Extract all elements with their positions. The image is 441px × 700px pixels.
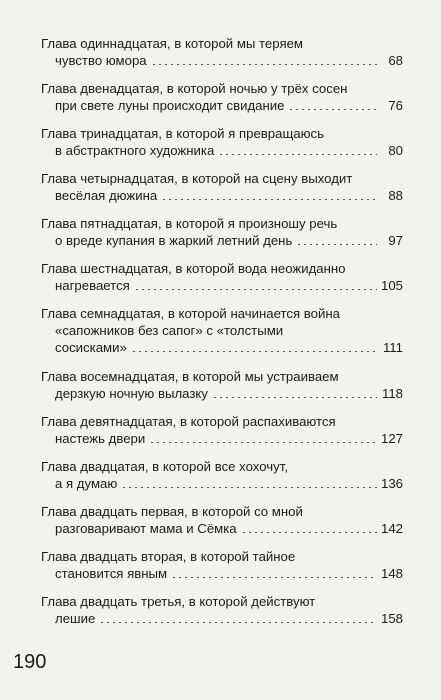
toc-entry — [41, 504, 403, 549]
chapter-title-continued: нагревается — [55, 278, 130, 293]
page-number: 88 — [388, 188, 403, 203]
toc-entry — [41, 369, 403, 414]
dot-leader — [212, 386, 377, 398]
folio-page-number: 190 — [13, 651, 47, 673]
chapter-title: Глава четырнадцатая, в которой на сцену выходит — [41, 171, 353, 186]
toc-entry — [41, 594, 403, 639]
chapter-title: Глава двенадцатая, в которой ночью у трёх сосен — [41, 81, 348, 96]
toc-entry — [41, 171, 403, 216]
dot-leader — [134, 278, 377, 290]
page-number: 118 — [381, 386, 403, 401]
chapter-title: Глава тринадцатая, в которой я превращаюсь — [41, 126, 325, 141]
chapter-title-continued: чувство юмора — [55, 53, 147, 68]
toc-entry — [41, 216, 403, 261]
chapter-title: Глава двадцать вторая, в которой тайное — [41, 549, 296, 564]
dot-leader — [161, 188, 377, 200]
page-number: 68 — [388, 53, 403, 68]
page-number: 127 — [380, 431, 403, 446]
chapter-title-continued: при свете луны происходит свидание — [55, 98, 285, 113]
toc-entry — [41, 126, 403, 171]
toc-entry — [41, 306, 403, 369]
chapter-title: Глава пятнадцатая, в которой я произношу речь — [41, 216, 338, 231]
page-number: 158 — [380, 611, 403, 626]
chapter-title: Глава двадцать третья, в которой действуют — [41, 594, 316, 609]
dot-leader — [149, 431, 377, 443]
page-number: 111 — [382, 340, 403, 355]
chapter-title: Глава восемнадцатая, в которой мы устраиваем — [41, 369, 339, 384]
toc-entry — [41, 414, 403, 459]
chapter-title: Глава девятнадцатая, в которой распахиваются — [41, 414, 336, 429]
chapter-title-continued: в абстрактного художника — [55, 143, 215, 158]
chapter-title-continued: дерзкую ночную вылазку — [55, 386, 208, 401]
dot-leader — [241, 521, 377, 533]
chapter-title: Глава одиннадцатая, в которой мы теряем — [41, 36, 303, 51]
page-number: 142 — [380, 521, 403, 536]
chapter-title-continued: сосисками» — [55, 340, 127, 355]
toc-entry — [41, 81, 403, 126]
dot-leader — [121, 476, 377, 488]
dot-leader — [151, 53, 377, 65]
toc-entry — [41, 549, 403, 594]
chapter-title-continued: «сапожников без сапог» с «толстыми — [55, 323, 284, 338]
page-number: 105 — [380, 278, 403, 293]
page-number: 97 — [388, 233, 403, 248]
dot-leader — [171, 566, 377, 578]
chapter-title-continued: настежь двери — [55, 431, 146, 446]
page-number: 76 — [388, 98, 403, 113]
page-number: 136 — [380, 476, 403, 491]
chapter-title-continued: весёлая дюжина — [55, 188, 158, 203]
dot-leader — [131, 340, 377, 352]
chapter-title: Глава семнадцатая, в которой начинается война — [41, 306, 340, 321]
toc-entry — [41, 36, 403, 81]
chapter-title: Глава шестнадцатая, в которой вода неожиданно — [41, 261, 346, 276]
dot-leader — [296, 233, 377, 245]
chapter-title-continued: становится явным — [55, 566, 168, 581]
chapter-title-continued: а я думаю — [55, 476, 118, 491]
page-number: 148 — [380, 566, 403, 581]
dot-leader — [99, 611, 377, 623]
page-number: 80 — [388, 143, 403, 158]
toc-entry — [41, 459, 403, 504]
chapter-title: Глава двадцатая, в которой все хохочут, — [41, 459, 288, 474]
toc-entry — [41, 261, 403, 306]
chapter-title-continued: разговаривают мама и Сёмка — [55, 521, 237, 536]
table-of-contents — [41, 36, 403, 639]
dot-leader — [288, 98, 377, 110]
chapter-title-continued: о вреде купания в жаркий летний день — [55, 233, 293, 248]
dot-leader — [218, 143, 377, 155]
chapter-title: Глава двадцать первая, в которой со мной — [41, 504, 303, 519]
chapter-title-continued: лешие — [55, 611, 96, 626]
